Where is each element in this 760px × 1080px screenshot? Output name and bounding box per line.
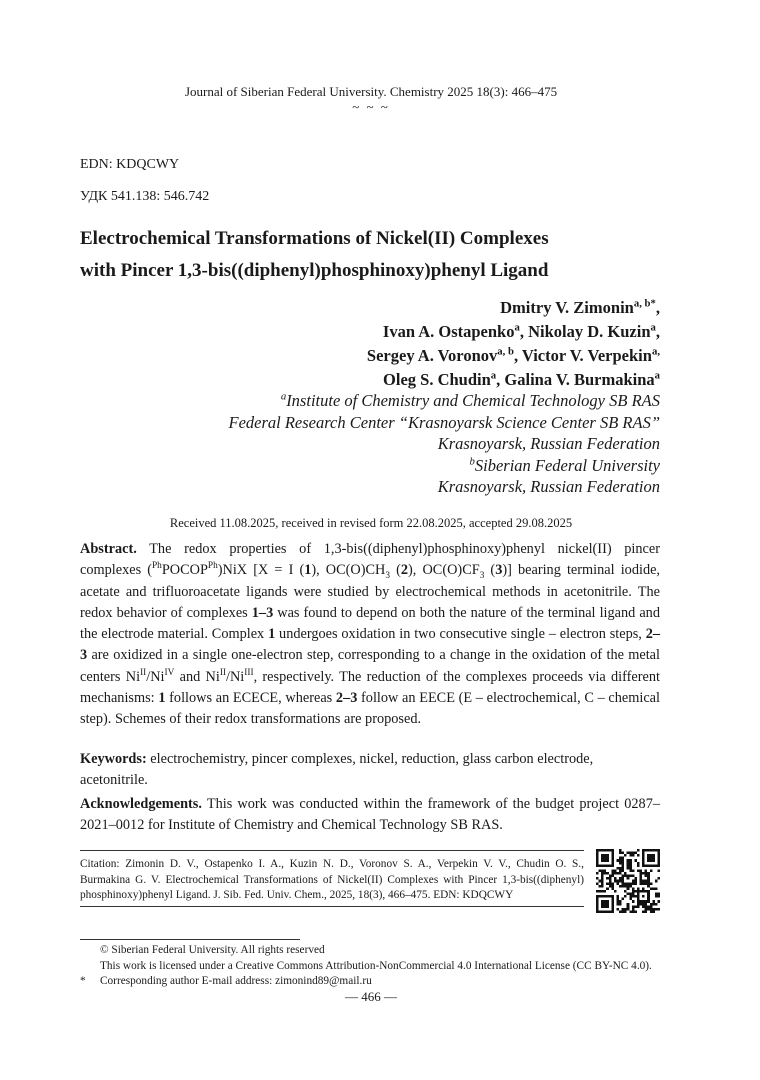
affil-mark: b [469,455,475,467]
author-affil-mark: a [490,369,497,382]
affiliation-line: $^a$Institute of Chemistry and Chemical Technology SB RAS [280,390,660,410]
license-line: This work is licensed under a Creative Commons Attribution-NonCommercial 4.0 International License (CC BY-NC 4.0). [100,959,652,972]
received-dates: Received 11.08.2025, received in revised form 22.08.2025, accepted 29.08.2025 [169,516,573,530]
affiliation-line: $^b$Siberian Federal University [469,455,660,475]
citation: Citation: Zimonin D. V., Ostapenko I. A., Kuzin N. D., Voronov S. A., Verpekin V. V., Chudin O. S., Burmakina G. V. Electrochemical Transformations of Nickel(II) Complexes with Pincer 1,3-bis((diphenyl) phosphinoxy)phenyl Ligand. J. Sib. Fed. Univ. Chem., 2025, 18(3), 466–475. EDN: KDQCWY [80,858,584,901]
keywords [80,749,660,792]
author-name: Ivan A. Ostapenko [382,322,515,341]
author-list [367,296,660,392]
affiliations [228,390,660,498]
abstract-label: Abstract. [80,541,137,557]
title-line-1: Electrochemical Transformations of Nickel(II) Complexes [80,228,549,249]
author-line: Ivan A. Ostapenko$^a$, Nikolay D. Kuzin$^a$, [382,321,660,341]
title-line-2: with Pincer 1,3-bis((diphenyl)phosphinoxy)phenyl Ligand [80,260,549,281]
author-name: Dmitry V. Zimonin [500,298,634,317]
author-affil-mark: a, b [497,345,514,358]
affil-mark: a [280,390,287,403]
copyright-line: © Siberian Federal University. All rights reserved [100,944,325,956]
citation-rule-top [80,850,584,851]
author-name: Oleg S. Chudin [383,370,491,389]
author-name: Nikolay D. Kuzin [528,322,651,341]
qr-code[interactable] [596,849,660,913]
acknowledgements-label: Acknowledgements. [80,796,202,812]
header-separator: ~ ~ ~ [352,99,390,114]
footnotes [80,943,680,990]
footnote-rule [80,939,300,940]
affiliation-line: Krasnoyarsk, Russian Federation [437,477,660,496]
journal-header: Journal of Siberian Federal University. Chemistry 2025 18(3): 466–475 [184,84,558,99]
affiliation-line: Krasnoyarsk, Russian Federation [437,434,660,453]
acknowledgements-text: This work was conducted within the framework of the budget project 0287–2021–0012 for Institute of Chemistry and Chemical Technology SB RAS. [80,796,660,834]
author-affil-mark: a [514,321,520,334]
author-name: Galina V. Burmakina [504,370,655,389]
page-number: — 466 — [345,989,397,1004]
author-affil-mark: a, b* [633,297,656,310]
keywords-text: electrochemistry, pincer complexes, nickel, reduction, glass carbon electrode, acetonitrile. [80,751,594,789]
abstract: Abstract. The redox properties of 1,3-bis((diphenyl)phosphinoxy)phenyl nickel(II) pincer complexes $(^{Ph}POCOP^{Ph})NiX$ [X = I (1), $OC(O)CH_3$ (2), $OC(O)CF_3$ (3)] bearing terminal iodide, acetate and trifluoroacetate ligands were studied by electrochemical methods in acetonitrile. The redox behavior of complexes 1–3 was found to depend on both the nature of the terminal ligand and the electrode material. Complex 1 undergoes oxidation in two consecutive single – electron steps, 2–3 are oxidized in a single one-electron step, corresponding to a change in the oxidation of the metal centers $Ni^{II}/Ni^{IV}$ and $Ni^{II}/Ni^{III}$, respectively. The reduction of the complexes proceeds via different mechanisms: 1 follows an ECECE, whereas 2–3 follow an EECE (E – electrochemical, C – chemical step). Schemes of their redox transformations are proposed. [80,541,661,728]
article-title [80,223,680,287]
footnote-mark: * [80,975,86,987]
author-affil-mark: a [654,369,660,382]
acknowledgements [80,794,660,837]
corresponding-author-line: * Corresponding author E-mail address: zimonind89@mail.ru [80,974,680,990]
edn-code: EDN: KDQCWY [80,157,180,172]
author-line: Dmitry V. Zimonin$^{a, b*}$, [500,297,660,317]
author-line: Oleg S. Chudin$^a$, Galina V. Burmakina$^a$ [383,369,660,389]
author-affil-mark: a [650,321,656,334]
keywords-label: Keywords: [80,751,147,767]
author-name: Victor V. Verpekin [521,346,652,365]
udk-code: УДК 541.138: 546.742 [80,189,210,204]
citation-rule-bottom [80,906,584,907]
author-line: Sergey A. Voronov$^{a, b}$, Victor V. Verpekin$^{a,}$ [366,345,660,365]
affiliation-line: Federal Research Center “Krasnoyarsk Science Center SB RAS” [228,412,660,432]
author-name: Sergey A. Voronov [366,346,498,365]
author-affil-mark: a, [651,345,660,358]
